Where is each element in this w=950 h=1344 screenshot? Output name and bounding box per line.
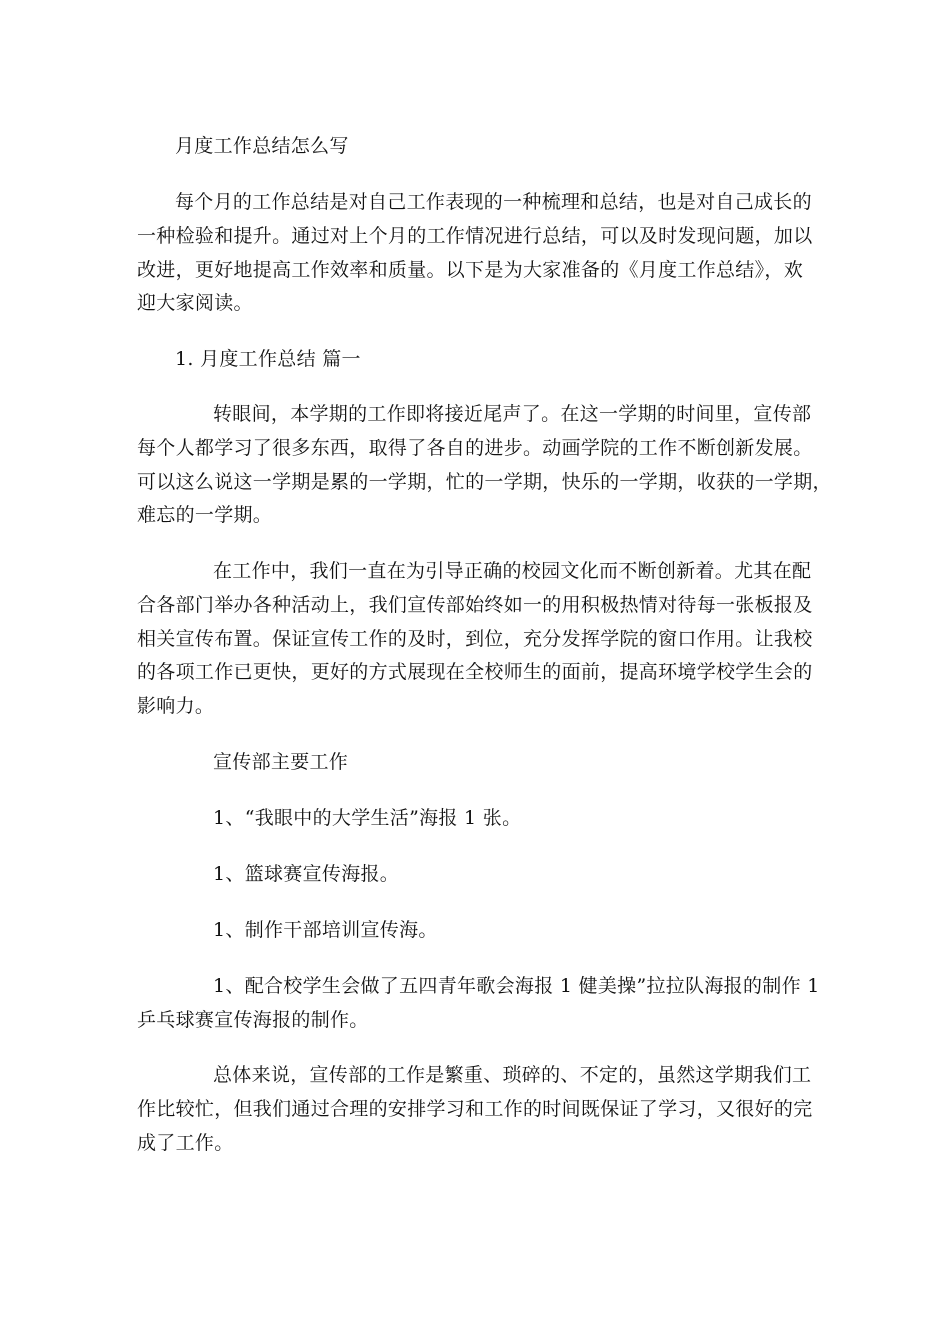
section-heading: 1. 月度工作总结 篇一 [175,348,361,370]
paragraph-line: 的各项工作已更快，更好的方式展现在全校师生的面前，提高环境学校学生会的 [137,661,813,683]
paragraph-line: 在工作中，我们一直在为引导正确的校园文化而不断创新着。尤其在配 [213,560,812,582]
list-item: 1、配合校学生会做了五四青年歌会海报 1 健美操”拉拉队海报的制作 1 [213,975,820,997]
intro-line: 改进，更好地提高工作效率和质量。以下是为大家准备的《月度工作总结》，欢 [137,259,804,281]
intro-line: 一种检验和提升。通过对上个月的工作情况进行总结，可以及时发现问题，加以 [137,225,813,247]
document-title: 月度工作总结怎么写 [175,135,349,157]
paragraph-line: 转眼间，本学期的工作即将接近尾声了。在这一学期的时间里，宣传部 [213,403,812,425]
conclusion-line: 总体来说，宣传部的工作是繁重、琐碎的、不定的，虽然这学期我们工 [213,1064,812,1086]
paragraph-line: 相关宣传布置。保证宣传工作的及时，到位，充分发挥学院的窗口作用。让我校 [137,628,813,650]
paragraph-line: 可以这么说这一学期是累的一学期，忙的一学期，快乐的一学期，收获的一学期， [137,471,832,493]
subheading: 宣传部主要工作 [213,751,349,773]
conclusion-line: 成了工作。 [137,1132,234,1154]
list-item-continuation: 乒乓球赛宣传海报的制作。 [137,1009,369,1031]
list-item: 1、篮球赛宣传海报。 [213,863,400,885]
paragraph-line: 每个人都学习了很多东西，取得了各自的进步。动画学院的工作不断创新发展。 [137,437,813,459]
list-item: 1、制作干部培训宣传海。 [213,919,438,941]
list-item: 1、“我眼中的大学生活”海报 1 张。 [213,807,522,829]
intro-line: 迎大家阅读。 [137,292,253,314]
intro-line: 每个月的工作总结是对自己工作表现的一种梳理和总结，也是对自己成长的 [175,191,812,213]
conclusion-line: 作比较忙，但我们通过合理的安排学习和工作的时间既保证了学习，又很好的完 [137,1098,813,1120]
paragraph-line: 合各部门举办各种活动上，我们宣传部始终如一的用积极热情对待每一张板报及 [137,594,813,616]
paragraph-line: 难忘的一学期。 [137,504,273,526]
paragraph-line: 影响力。 [137,695,215,717]
